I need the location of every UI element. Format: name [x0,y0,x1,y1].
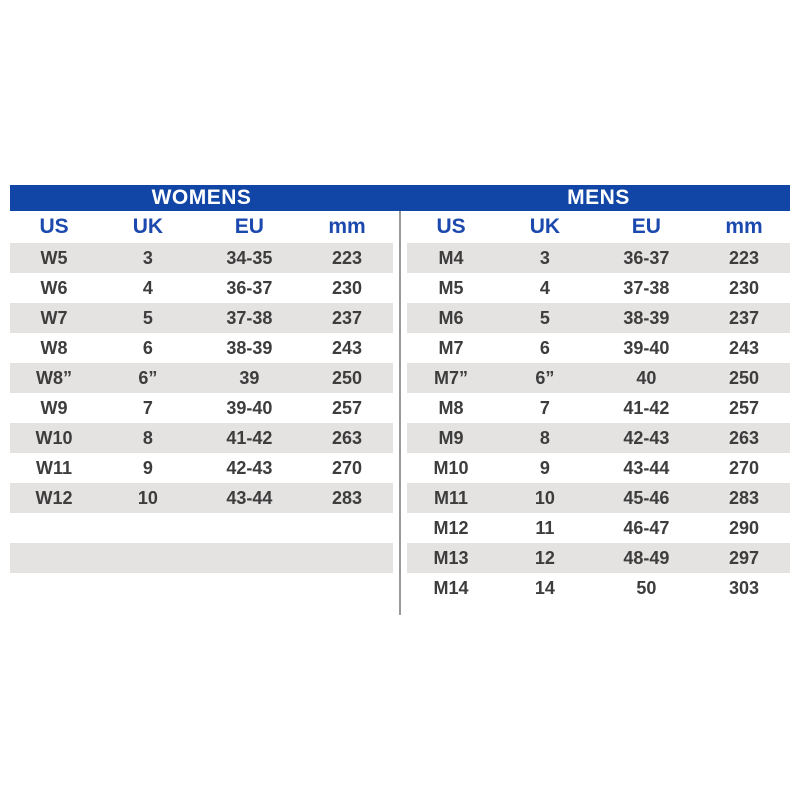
size-cell: W9 [40,397,68,418]
size-cell: M7 [438,337,464,358]
size-cell: 37-38 [226,307,273,328]
size-cell: M4 [438,247,464,268]
size-cell: 263 [331,427,363,448]
size-cell: 6 [539,337,550,358]
size-cell: 270 [728,457,760,478]
size-cell: 7 [142,397,153,418]
mens-row-m13 [407,543,790,573]
size-cell: M14 [433,577,469,598]
womens-row-w6 [10,273,393,303]
size-cell: 9 [142,457,153,478]
mens-row-m4 [407,243,790,273]
size-cell: 6 [142,337,153,358]
size-cell: 243 [728,337,760,358]
womens-row-w9 [10,393,393,423]
womens-row-w11 [10,453,393,483]
size-cell: 39 [239,367,260,388]
size-cell: 37-38 [623,277,670,298]
womens-section-header: WOMENS [151,186,252,209]
size-cell: 7 [539,397,550,418]
size-cell: M13 [433,547,469,568]
column-header-eu: EU [234,215,264,238]
size-cell: 38-39 [226,337,273,358]
mens-row-m8 [407,393,790,423]
size-cell: 42-43 [226,457,273,478]
table-divider [399,211,401,615]
womens-size-table [10,211,393,573]
size-cell: 9 [539,457,550,478]
mens-column-header-row [407,211,790,243]
column-header-us: US [436,215,466,238]
size-cell: 223 [728,247,760,268]
size-cell: 303 [728,577,760,598]
size-cell: 41-42 [623,397,670,418]
womens-row-w5 [10,243,393,273]
column-header-mm: mm [328,215,366,238]
size-cell: 8 [539,427,550,448]
size-cell: 230 [331,277,363,298]
size-cell: 14 [534,577,555,598]
column-header-uk: UK [132,215,164,238]
column-header-us: US [39,215,69,238]
size-cell: 3 [142,247,153,268]
size-cell: 8 [142,427,153,448]
size-cell: W8” [36,367,73,388]
size-cell: 40 [636,367,657,388]
size-cell: 257 [331,397,363,418]
size-cell: 263 [728,427,760,448]
size-cell: 283 [728,487,760,508]
size-cell: 48-49 [623,547,670,568]
size-cell: 237 [331,307,363,328]
size-cell: W11 [36,457,73,478]
tables-row [10,211,790,615]
womens-empty-row [10,513,393,543]
size-cell: 39-40 [226,397,273,418]
size-cell: W7 [40,307,68,328]
size-cell: W5 [40,247,68,268]
mens-row-m11 [407,483,790,513]
size-cell: 36-37 [226,277,273,298]
size-cell: 297 [728,547,760,568]
size-cell: 41-42 [226,427,273,448]
column-header-eu: EU [631,215,661,238]
size-cell: M6 [438,307,464,328]
size-cell: M5 [438,277,464,298]
womens-row-w8 [10,333,393,363]
size-cell: 283 [331,487,363,508]
size-cell: 43-44 [623,457,670,478]
size-cell: 4 [539,277,550,298]
size-cell: 50 [636,577,657,598]
size-cell: 257 [728,397,760,418]
womens-row-w10 [10,423,393,453]
size-cell: M12 [433,517,469,538]
mens-row-m12 [407,513,790,543]
size-cell: 4 [142,277,153,298]
size-cell: M11 [434,487,469,508]
size-cell: 10 [534,487,555,508]
size-cell: 6” [138,367,158,388]
size-cell: 290 [728,517,760,538]
size-cell: 39-40 [623,337,670,358]
size-chart [10,185,790,615]
size-cell: W8 [40,337,68,358]
size-cell: 46-47 [623,517,670,538]
womens-empty-row [10,543,393,573]
size-cell: 250 [728,367,760,388]
size-cell: 230 [728,277,760,298]
size-cell: 237 [728,307,760,328]
size-cell: 42-43 [623,427,670,448]
size-cell: W10 [35,427,73,448]
mens-size-table [407,211,790,603]
column-header-uk: UK [529,215,561,238]
size-cell: 36-37 [623,247,670,268]
size-cell: 5 [539,307,550,328]
size-cell: 10 [137,487,158,508]
size-cell: M9 [438,427,464,448]
size-cell: M8 [438,397,464,418]
womens-row-w12 [10,483,393,513]
size-cell: 243 [331,337,363,358]
size-cell: W12 [35,487,73,508]
size-cell: 34-35 [226,247,273,268]
column-header-mm: mm [725,215,763,238]
size-cell: 12 [534,547,555,568]
mens-row-m9 [407,423,790,453]
size-cell: 38-39 [623,307,670,328]
womens-column-header-row [10,211,393,243]
mens-row-m6 [407,303,790,333]
mens-row-m5 [407,273,790,303]
section-header-bar [10,185,790,211]
mens-row-m7 [407,333,790,363]
size-cell: 11 [535,517,555,538]
divider-column [393,211,407,615]
size-cell: W6 [40,277,68,298]
size-cell: 5 [142,307,153,328]
section-header-spacer [393,185,407,211]
size-cell: 3 [539,247,550,268]
size-cell: 250 [331,367,363,388]
womens-row-w8 [10,363,393,393]
mens-row-m10 [407,453,790,483]
size-cell: 270 [331,457,363,478]
size-cell: 43-44 [226,487,273,508]
mens-section-header: MENS [567,186,630,209]
womens-row-w7 [10,303,393,333]
size-cell: 223 [331,247,363,268]
size-cell: M10 [433,457,469,478]
mens-row-m14 [407,573,790,603]
size-cell: 6” [535,367,555,388]
mens-row-m7 [407,363,790,393]
size-cell: 45-46 [623,487,670,508]
size-cell: M7” [434,367,469,388]
